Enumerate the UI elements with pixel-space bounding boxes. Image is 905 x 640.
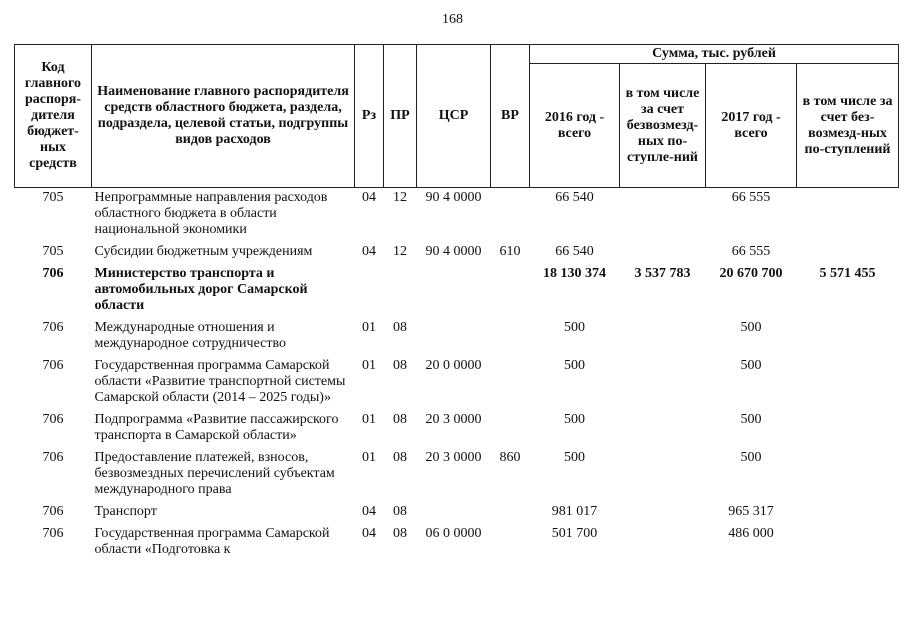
header-2017-total: 2017 год - всего	[706, 64, 797, 188]
rz-cell: 01	[362, 358, 376, 373]
table-row	[15, 318, 899, 356]
sum-2016-free-cell: 3 537 783	[634, 266, 691, 281]
sum-2016-free-cell	[620, 502, 706, 524]
table-row	[15, 410, 899, 448]
name-cell: Транспорт	[94, 504, 157, 519]
sum-2017-cell: 965 317	[728, 504, 774, 519]
table-row	[15, 356, 899, 410]
header-csr: ЦСР	[417, 45, 491, 188]
vr-cell	[491, 524, 530, 562]
header-rz: Рз	[355, 45, 384, 188]
pr-cell: 08	[393, 358, 407, 373]
csr-cell: 20 0 0000	[425, 358, 482, 373]
sum-2017-cell: 500	[740, 450, 762, 465]
csr-cell	[417, 502, 491, 524]
code-cell: 706	[42, 450, 64, 465]
vr-cell	[491, 188, 530, 243]
header-sum: Сумма, тыс. рублей	[530, 45, 899, 64]
code-cell: 705	[42, 244, 64, 259]
sum-2016-cell: 500	[564, 412, 585, 427]
vr-cell	[491, 502, 530, 524]
sum-2017-cell: 66 555	[731, 244, 771, 259]
budget-table	[14, 44, 899, 562]
code-cell: 706	[42, 320, 64, 335]
code-cell: 706	[42, 358, 64, 373]
header-2017-free: в том числе за счет без-возмезд-ных по-ступлений	[797, 64, 899, 188]
pr-cell	[384, 264, 417, 318]
name-cell: Международные отношения и международное сотрудничество	[94, 320, 286, 351]
vr-cell	[491, 356, 530, 410]
sum-2017-free-cell	[797, 502, 899, 524]
pr-cell: 12	[393, 190, 407, 205]
csr-cell: 90 4 0000	[425, 190, 482, 205]
sum-2016-free-cell	[620, 410, 706, 448]
sum-2016-free-cell	[620, 242, 706, 264]
name-cell: Субсидии бюджетным учреждениям	[94, 244, 313, 259]
sum-2016-free-cell	[620, 524, 706, 562]
name-cell: Министерство транспорта и автомобильных дорог Самарской области	[94, 266, 308, 313]
sum-2017-free-cell	[797, 524, 899, 562]
sum-2016-cell: 501 700	[551, 526, 598, 541]
sum-2017-cell: 486 000	[728, 526, 774, 541]
sum-2017-free-cell	[797, 188, 899, 243]
sum-2016-free-cell	[620, 188, 706, 243]
sum-2016-cell: 18 130 374	[543, 266, 606, 281]
rz-cell	[355, 264, 384, 318]
sum-2017-cell: 500	[740, 358, 762, 373]
table-row	[15, 502, 899, 524]
csr-cell: 20 3 0000	[425, 450, 482, 465]
pr-cell: 12	[393, 244, 407, 259]
table-row	[15, 242, 899, 264]
pr-cell: 08	[393, 526, 407, 541]
csr-cell: 90 4 0000	[425, 244, 482, 259]
code-cell: 706	[42, 504, 64, 519]
rz-cell: 01	[362, 412, 376, 427]
sum-2016-free-cell	[620, 318, 706, 356]
sum-2016-cell: 500	[564, 450, 585, 465]
table-row	[15, 524, 899, 562]
sum-2017-free-cell	[797, 410, 899, 448]
sum-2017-free-cell	[797, 242, 899, 264]
csr-cell: 06 0 0000	[425, 526, 482, 541]
code-cell: 706	[42, 412, 64, 427]
table-row	[15, 188, 899, 243]
header-2016-free: в том числе за счет безвозмезд-ных по-ступле-ний	[620, 64, 706, 188]
sum-2016-cell: 500	[564, 320, 585, 335]
pr-cell: 08	[393, 320, 407, 335]
rz-cell: 04	[362, 190, 376, 205]
pr-cell: 08	[393, 504, 407, 519]
sum-2016-cell: 66 540	[555, 244, 594, 259]
rz-cell: 04	[362, 504, 376, 519]
code-cell: 705	[42, 190, 64, 205]
rz-cell: 01	[362, 450, 376, 465]
vr-cell: 610	[499, 244, 521, 259]
header-2016-total: 2016 год - всего	[530, 64, 620, 188]
pr-cell: 08	[393, 412, 407, 427]
sum-2017-free-cell	[797, 356, 899, 410]
sum-2017-cell: 66 555	[731, 190, 771, 205]
name-cell: Предоставление платежей, взносов, безвозмездных перечислений субъектам международного права	[94, 450, 335, 497]
csr-cell	[417, 318, 491, 356]
page-number: 168	[442, 12, 463, 27]
name-cell: Непрограммные направления расходов областного бюджета в области национальной экономики	[94, 190, 328, 237]
table-row	[15, 264, 899, 318]
header-code: Код главного распоря-дителя бюджет-ных средств	[15, 45, 92, 188]
sum-2016-free-cell	[620, 448, 706, 502]
rz-cell: 04	[362, 244, 376, 259]
sum-2016-cell: 981 017	[551, 504, 598, 519]
code-cell: 706	[42, 526, 64, 541]
csr-cell: 20 3 0000	[425, 412, 482, 427]
header-vr: ВР	[491, 45, 530, 188]
name-cell: Подпрограмма «Развитие пассажирского транспорта в Самарской области»	[94, 412, 339, 443]
name-cell: Государственная программа Самарской области «Развитие транспортной системы Самарской области (2014 – 2025 годы)»	[94, 358, 346, 405]
vr-cell: 860	[499, 450, 521, 465]
sum-2016-cell: 500	[564, 358, 585, 373]
vr-cell	[491, 318, 530, 356]
sum-2017-free-cell	[797, 448, 899, 502]
name-cell: Государственная программа Самарской области «Подготовка к	[94, 526, 330, 557]
table-body	[15, 188, 899, 563]
sum-2016-cell: 66 540	[555, 190, 594, 205]
code-cell: 706	[42, 266, 64, 281]
sum-2017-cell: 20 670 700	[719, 266, 783, 281]
sum-2017-cell: 500	[740, 412, 762, 427]
sum-2017-free-cell: 5 571 455	[819, 266, 876, 281]
table-row	[15, 448, 899, 502]
sum-2017-cell: 500	[740, 320, 762, 335]
header-name: Наименование главного распорядителя средств областного бюджета, раздела, подраздела, целевой статьи, подгруппы видов расходов	[92, 45, 355, 188]
csr-cell	[417, 264, 491, 318]
header-pr: ПР	[384, 45, 417, 188]
rz-cell: 04	[362, 526, 376, 541]
vr-cell	[491, 410, 530, 448]
sum-2016-free-cell	[620, 356, 706, 410]
vr-cell	[491, 264, 530, 318]
pr-cell: 08	[393, 450, 407, 465]
sum-2017-free-cell	[797, 318, 899, 356]
rz-cell: 01	[362, 320, 376, 335]
